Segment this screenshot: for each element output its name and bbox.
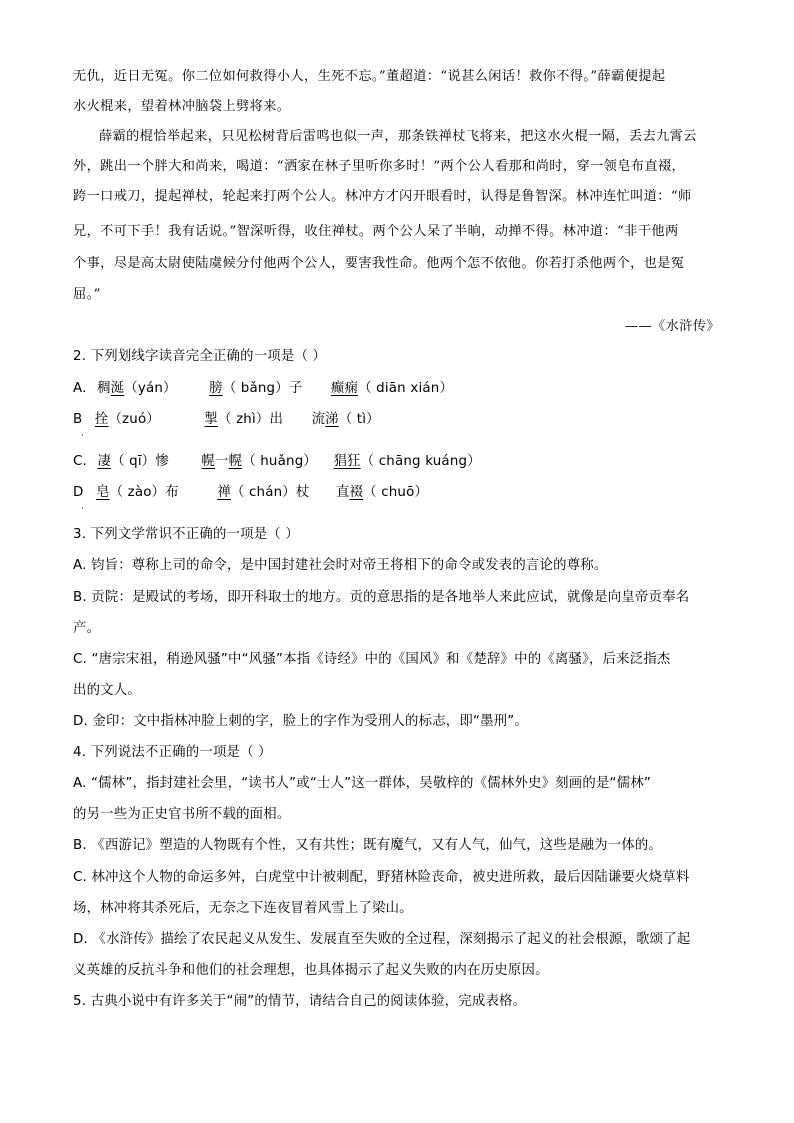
q4-option-d-line2: 义英雄的反抗斗争和他们的社会理想，也具体揭示了起义失败的内在历史原因。 bbox=[73, 963, 549, 978]
q2-d-pinyin3: （ chuō） bbox=[363, 485, 429, 500]
passage-line-2: 水火棍来，望着林冲脑袋上劈将来。 bbox=[73, 99, 291, 114]
q3-option-c-line2: 出的文人。 bbox=[73, 683, 141, 698]
q4-option-a-line1[interactable]: A. “儒林”，指封建社会里，“读书人”或“士人”这一群体，吴敬梓的《儒林外史》刻画的是“儒林” bbox=[73, 776, 651, 791]
q2-d-word3-underlined: 裰 bbox=[349, 485, 364, 500]
q3-stem: 3. 下列文学常识不正确的一项是（ ） bbox=[73, 527, 299, 542]
q2-d-pinyin1: （ zào）布 bbox=[109, 485, 179, 500]
q4-option-c-line1[interactable]: C. 林冲这个人物的命运多舛，白虎堂中计被刺配，野猪林险丧命，被史进所救，最后因陆谦要火烧草料 bbox=[73, 870, 690, 885]
q2-d-pinyin2: （ chán）杖 bbox=[230, 485, 310, 500]
q4-stem: 4. 下列说法不正确的一项是（ ） bbox=[73, 745, 272, 760]
q2-c-word3-underlined: 猖狂 bbox=[333, 454, 361, 469]
q3-option-a[interactable]: A. 钧旨：尊称上司的命令，是中国封建社会时对帝王将相下的命令或发表的言论的尊称。 bbox=[73, 558, 608, 573]
emphasis-dot-d: · bbox=[81, 503, 84, 513]
emphasis-dot-b: · bbox=[81, 430, 84, 440]
q2-b-pinyin2: （ zhì）出 bbox=[218, 412, 284, 427]
q2-a-word3-underlined: 癫痫 bbox=[330, 381, 359, 396]
passage-line-5: 跨一口戒刀，提起禅杖，轮起来打两个公人。林冲方才闪开眼看时，认得是鲁智深。林冲连忙叫道：“师 bbox=[73, 189, 692, 204]
q3-option-c-line1[interactable]: C. “唐宗宋祖，稍逊风骚”中“风骚”本指《诗经》中的《国风》和《楚辞》中的《离骚》，后来泛指杰 bbox=[73, 652, 671, 667]
q2-b-pinyin1: （zuó） bbox=[108, 412, 160, 427]
q2-a-pinyin3: （ diān xián） bbox=[358, 381, 454, 396]
q5-stem: 5. 古典小说中有许多关于“闹”的情节，请结合自己的阅读体验，完成表格。 bbox=[73, 994, 527, 1009]
q2-b-word1-underlined: 拴 bbox=[94, 412, 109, 427]
q2-b-label: B bbox=[73, 412, 83, 427]
passage-line-6: 兄，不可下手！我有话说。”智深听得，收住禅杖。两个公人呆了半晌，动掸不得。林冲道：“非干他两 bbox=[73, 224, 679, 239]
passage-line-7: 个事，尽是高太尉使陆虞候分付他两个公人，要害我性命。他两个怎不依他。你若打杀他两个，也是冤 bbox=[73, 256, 685, 271]
q2-c-word1-underlined: 凄 bbox=[97, 454, 112, 469]
q2-c-word2-plain: 一 bbox=[215, 454, 229, 469]
q2-a-word2-underlined: 膀 bbox=[209, 381, 223, 396]
q2-option-d[interactable] bbox=[73, 483, 428, 503]
q2-d-word1-underlined: 皂 bbox=[95, 485, 110, 500]
q2-a-word1-underlined: 涎 bbox=[110, 381, 125, 396]
q2-b-word3-underlined: 涕 bbox=[325, 412, 339, 427]
q2-a-word1-plain: 稠 bbox=[97, 381, 111, 396]
q2-d-label: D bbox=[73, 485, 84, 500]
q3-option-b-line2: 产。 bbox=[73, 621, 101, 636]
q4-option-b[interactable]: B. 《西游记》塑造的人物既有个性，又有共性；既有魔气，又有人气，仙气，这些是融为一体的。 bbox=[73, 838, 663, 853]
q2-a-pinyin2: （ bǎng）子 bbox=[222, 381, 303, 396]
q4-option-d-line1[interactable]: D. 《水浒传》描绘了农民起义从发生、发展直至失败的全过程，深刻揭示了起义的社会根源，歌颂了起 bbox=[73, 932, 691, 947]
q2-option-c[interactable] bbox=[73, 452, 481, 472]
q2-c-word2-underlined-a: 幌 bbox=[201, 454, 215, 469]
q2-b-word3-plain: 流 bbox=[311, 412, 326, 427]
q2-d-word2-underlined: 禅 bbox=[217, 485, 231, 500]
passage-line-8: 屈。” bbox=[73, 287, 101, 302]
q3-option-d[interactable]: D. 金印：文中指林冲脸上刺的字，脸上的字作为受刑人的标志，即“墨刑”。 bbox=[73, 714, 529, 729]
q2-d-word3-plain: 直 bbox=[335, 485, 350, 500]
passage-line-4: 外，跳出一个胖大和尚来，喝道：“洒家在林子里听你多时！”两个公人看那和尚时，穿一领皂布直裰， bbox=[73, 159, 686, 174]
q2-option-a[interactable] bbox=[73, 379, 453, 399]
q2-a-pinyin1: （yán） bbox=[124, 381, 177, 396]
q4-option-c-line2: 场，林冲将其杀死后，无奈之下连夜冒着风雪上了梁山。 bbox=[73, 901, 413, 916]
q2-c-pinyin1: （ qī）惨 bbox=[111, 454, 169, 469]
q2-c-pinyin2: （ huǎng） bbox=[242, 454, 317, 469]
q2-stem: 2. 下列划线字读音完全正确的一项是（ ） bbox=[73, 349, 327, 364]
passage-attribution: ——《水浒传》 bbox=[624, 319, 720, 334]
q2-b-word2-underlined: 掣 bbox=[204, 412, 219, 427]
q4-option-a-line2: 的另一些为正史官书所不载的面相。 bbox=[73, 807, 291, 822]
q2-c-label: C. bbox=[73, 454, 88, 469]
q3-option-b-line1[interactable]: B. 贡院：是殿试的考场，即开科取士的地方。贡的意思指的是各地举人来此应试，就像是向皇帝贡奉名 bbox=[73, 590, 690, 605]
q2-option-b[interactable] bbox=[73, 410, 380, 430]
q2-c-word2-underlined-b: 幌 bbox=[228, 454, 243, 469]
passage-line-3: 薛霸的棍恰举起来，只见松树背后雷鸣也似一声，那条铁禅杖飞将来，把这水火棍一隔，丢去九霄云 bbox=[99, 129, 697, 144]
q2-c-pinyin3: （ chāng kuáng） bbox=[360, 454, 481, 469]
q2-b-pinyin3: （ tì） bbox=[338, 412, 380, 427]
q2-a-label: A. bbox=[73, 381, 87, 396]
passage-line-1: 无仇，近日无冤。你二位如何救得小人，生死不忘。”董超道：“说甚么闲话！救你不得。”薛霸便提起 bbox=[73, 69, 666, 84]
